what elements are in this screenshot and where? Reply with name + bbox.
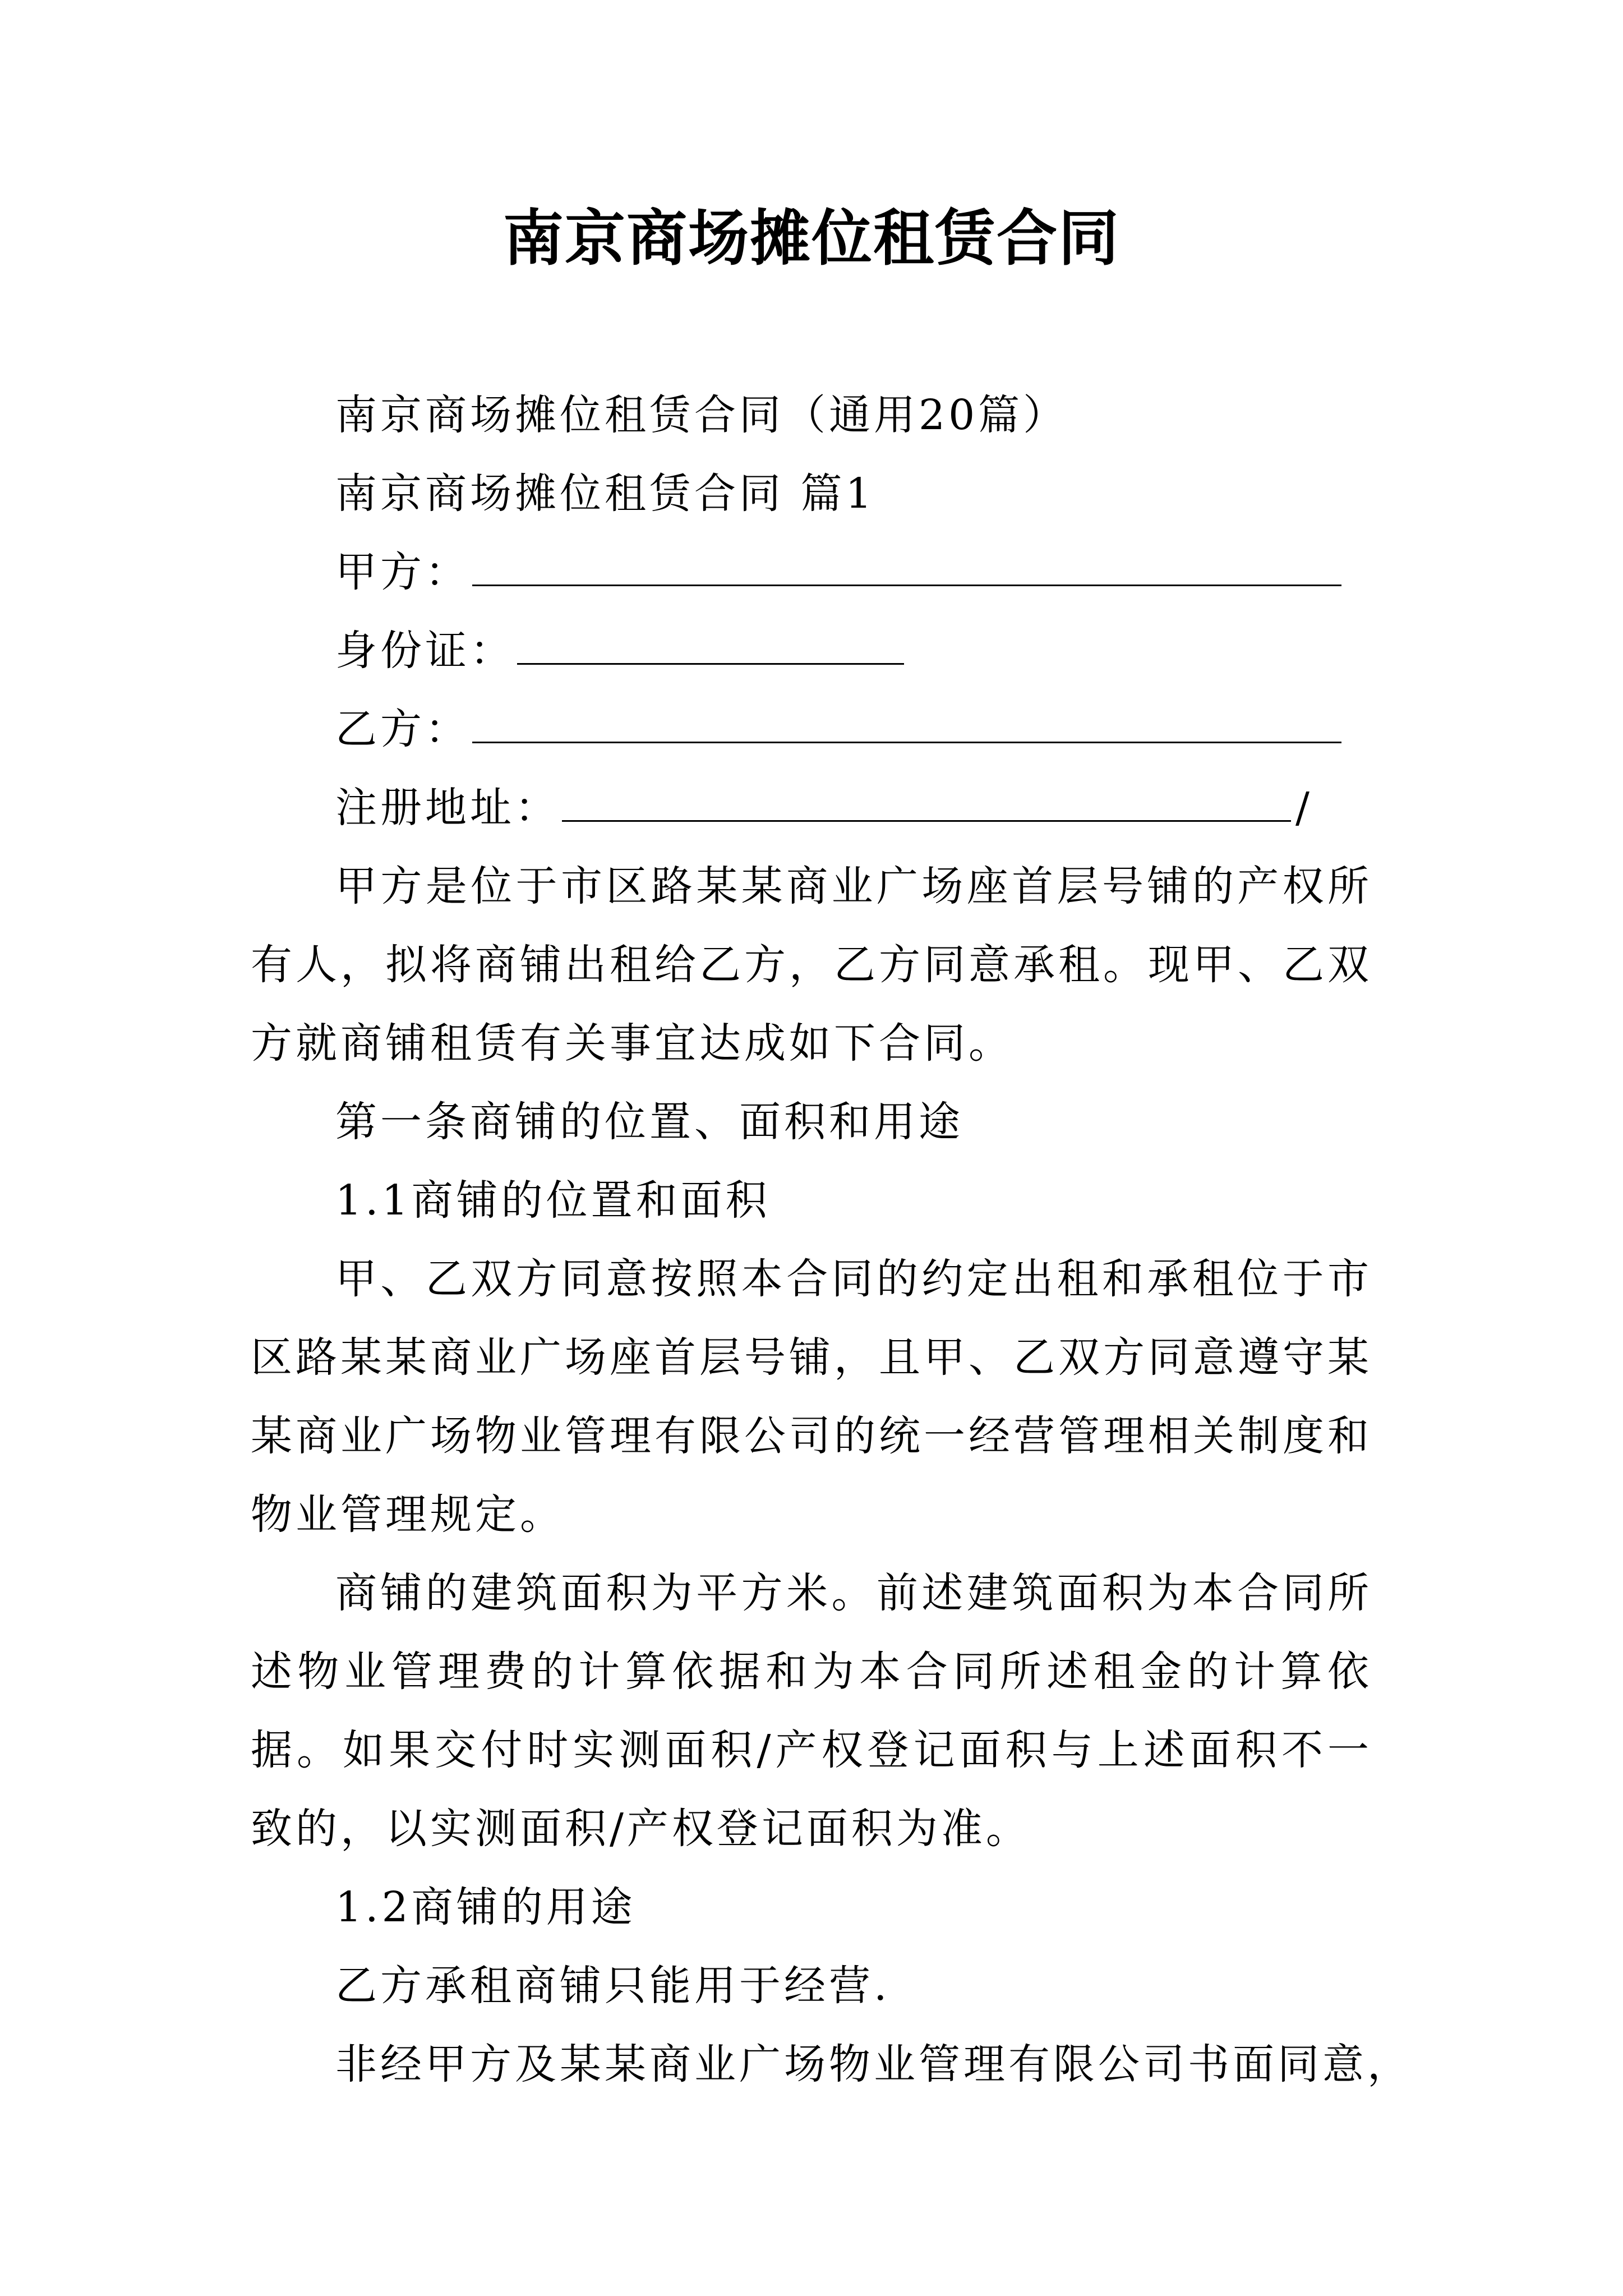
id-label: 身份证： (335, 627, 515, 675)
clause-1-2-title: 1.2商铺的用途 (335, 1883, 636, 1931)
address-suffix: / (1295, 784, 1313, 832)
article-1-title: 第一条商铺的位置、面积和用途 (335, 1098, 963, 1146)
address-field (251, 769, 1372, 847)
party-b-blank (472, 708, 1341, 743)
party-a-label: 甲方： (335, 548, 470, 596)
party-b-label: 乙方： (335, 705, 470, 753)
document-subtitle: 南京商场摊位租赁合同（通用20篇） (335, 391, 1068, 439)
document-body (251, 376, 1412, 2104)
address-blank (562, 786, 1291, 822)
section-heading: 南京商场摊位租赁合同 篇1 (335, 470, 875, 518)
consent-paragraph: 非经甲方及某某商业广场物业管理有限公司书面同意， (335, 2040, 1412, 2088)
usage-paragraph: 乙方承租商铺只能用于经营. (335, 1962, 891, 2010)
area-paragraph: 商铺的建筑面积为平方米。前述建筑面积为本合同所述物业管理费的计算依据和为本合同所述租金的计算依据。如果交付时实测面积/产权登记面积与上述面积不一致的，以实测面积/产权登记面积为准。 (251, 1569, 1372, 1853)
id-field (251, 611, 1372, 690)
party-a-blank (472, 551, 1341, 586)
party-b-field (251, 690, 1372, 769)
id-blank (517, 629, 904, 665)
party-a-field (251, 533, 1372, 611)
clause-1-1-paragraph: 甲、乙双方同意按照本合同的约定出租和承租位于市区路某某商业广场座首层号铺，且甲、乙双方同意遵守某某商业广场物业管理有限公司的统一经营管理相关制度和物业管理规定。 (251, 1255, 1372, 1539)
intro-paragraph: 甲方是位于市区路某某商业广场座首层号铺的产权所有人，拟将商铺出租给乙方，乙方同意承租。现甲、乙双方就商铺租赁有关事宜达成如下合同。 (251, 862, 1372, 1068)
document-title: 南京商场摊位租赁合同 (502, 203, 1120, 274)
address-label: 注册地址： (335, 784, 560, 832)
clause-1-1-title: 1.1商铺的位置和面积 (335, 1176, 771, 1225)
